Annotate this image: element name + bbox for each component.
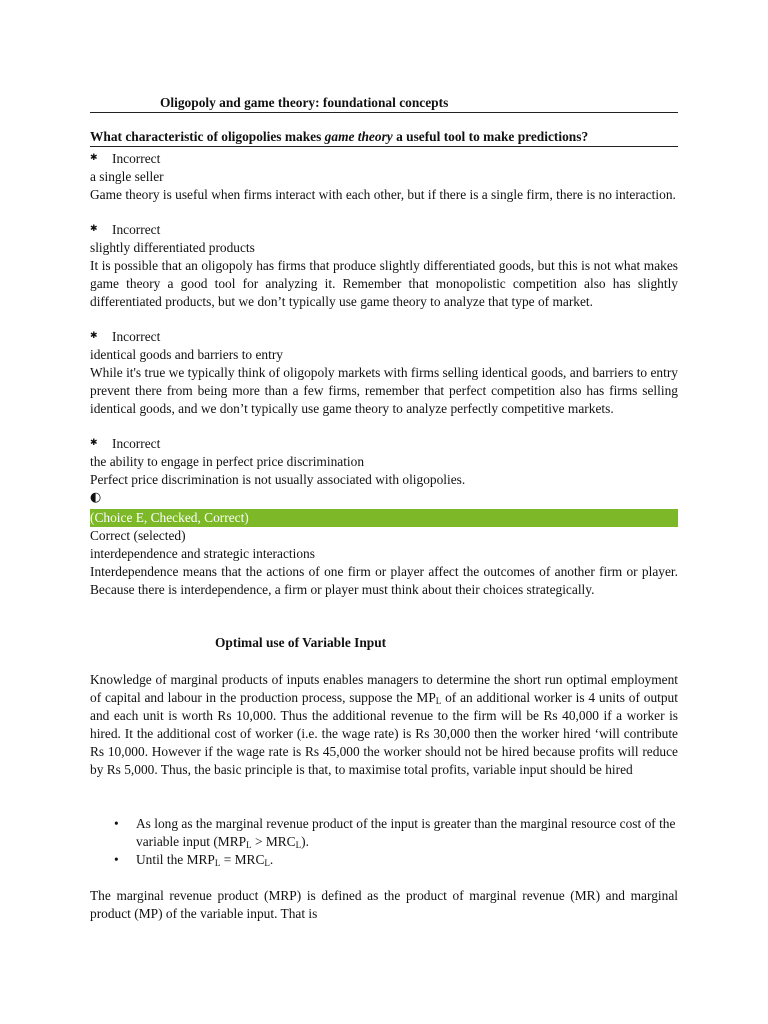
choice-answer: slightly differentiated products [90, 240, 255, 255]
choice-c [90, 326, 678, 418]
selected-choice-banner: (Choice E, Checked, Correct) [90, 509, 678, 527]
incorrect-mark-icon: ✱ [90, 223, 98, 233]
choice-status: Correct (selected) [90, 528, 186, 543]
incorrect-mark-icon: ✱ [90, 437, 98, 447]
choice-answer: identical goods and barriers to entry [90, 347, 283, 362]
choice-explanation: Interdependence means that the actions of one firm or player affect the outcomes of another firm or player. Because there is interdependence, a firm or player must think about their choices strategically. [90, 564, 678, 597]
choice-explanation: While it's true we typically think of oligopoly markets with firms selling identical goods, and barriers to entry prevent there from being more than a few firms, remember that perfect competition also has firms selling identical goods, and we don’t typically use game theory to analyze perfectly competitive markets. [90, 365, 678, 416]
choice-answer: a single seller [90, 169, 164, 184]
paragraph-mrp-definition: The marginal revenue product (MRP) is defined as the product of marginal revenue (MR) and marginal product (MP) of the variable input. That is [90, 888, 678, 921]
title-rule [90, 94, 678, 113]
question-heading: What characteristic of oligopolies makes game theory a useful tool to make predictions? [90, 128, 678, 147]
choice-e [90, 527, 678, 599]
bullet-list [114, 815, 680, 869]
list-item: • As long as the marginal revenue product of the input is greater than the marginal resource cost of the variable input $(MRP_L > MRC_L)$. [114, 816, 676, 850]
choice-status: Incorrect [112, 222, 161, 237]
incorrect-mark-icon: ✱ [90, 330, 98, 340]
choice-answer: interdependence and strategic interactions [90, 546, 315, 561]
choice-explanation: Perfect price discrimination is not usually associated with oligopolies. [90, 472, 466, 487]
choice-explanation: It is possible that an oligopoly has firms that produce slightly differentiated goods, but this is not what makes game theory a good tool for analyzing it. Remember that monopolistic competition also has slightly differentiated products, but we don’t typically use game theory to analyze that type of market. [90, 258, 678, 309]
radio-selected-icon[interactable]: ◐ [90, 490, 102, 505]
list-item: • Until the $MRP_L = MRC_L$. [114, 852, 274, 868]
choice-a [90, 148, 678, 204]
choice-explanation: Game theory is useful when firms interact with each other, but if there is a single firm, there is no interaction. [90, 187, 676, 202]
choice-answer: the ability to engage in perfect price discrimination [90, 454, 365, 469]
incorrect-mark-icon: ✱ [90, 152, 98, 162]
choice-d [90, 433, 678, 489]
paragraph-variable-input: Knowledge of marginal products of inputs enables managers to determine the short run optimal employment of capital and labour in the production process, suppose the $MP_L$ of an additional worker is 4 units of output and each unit is worth Rs 10,000. Thus the additional revenue to the firm will be Rs 40,000 if a worker is hired. It the additional cost of worker (i.e. the wage rate) is Rs 30,000 then the worker hired ‘will contribute Rs 10,000. However if the wage rate is Rs 45,000 the worker should not be hired because profits will reduce by Rs 5,000. Thus, the basic principle is that, to maximise total profits, variable input should be hired [90, 672, 678, 777]
bullet-icon: • [114, 852, 119, 867]
choice-status: Incorrect [112, 436, 161, 451]
choice-b [90, 219, 678, 311]
document-title: Oligopoly and game theory: foundational concepts [160, 95, 449, 110]
bullet-icon: • [114, 816, 119, 831]
question-emphasis: game theory [324, 129, 393, 144]
choice-status: Incorrect [112, 329, 161, 344]
choice-status: Incorrect [112, 151, 161, 166]
section-title: Optimal use of Variable Input [215, 635, 387, 650]
